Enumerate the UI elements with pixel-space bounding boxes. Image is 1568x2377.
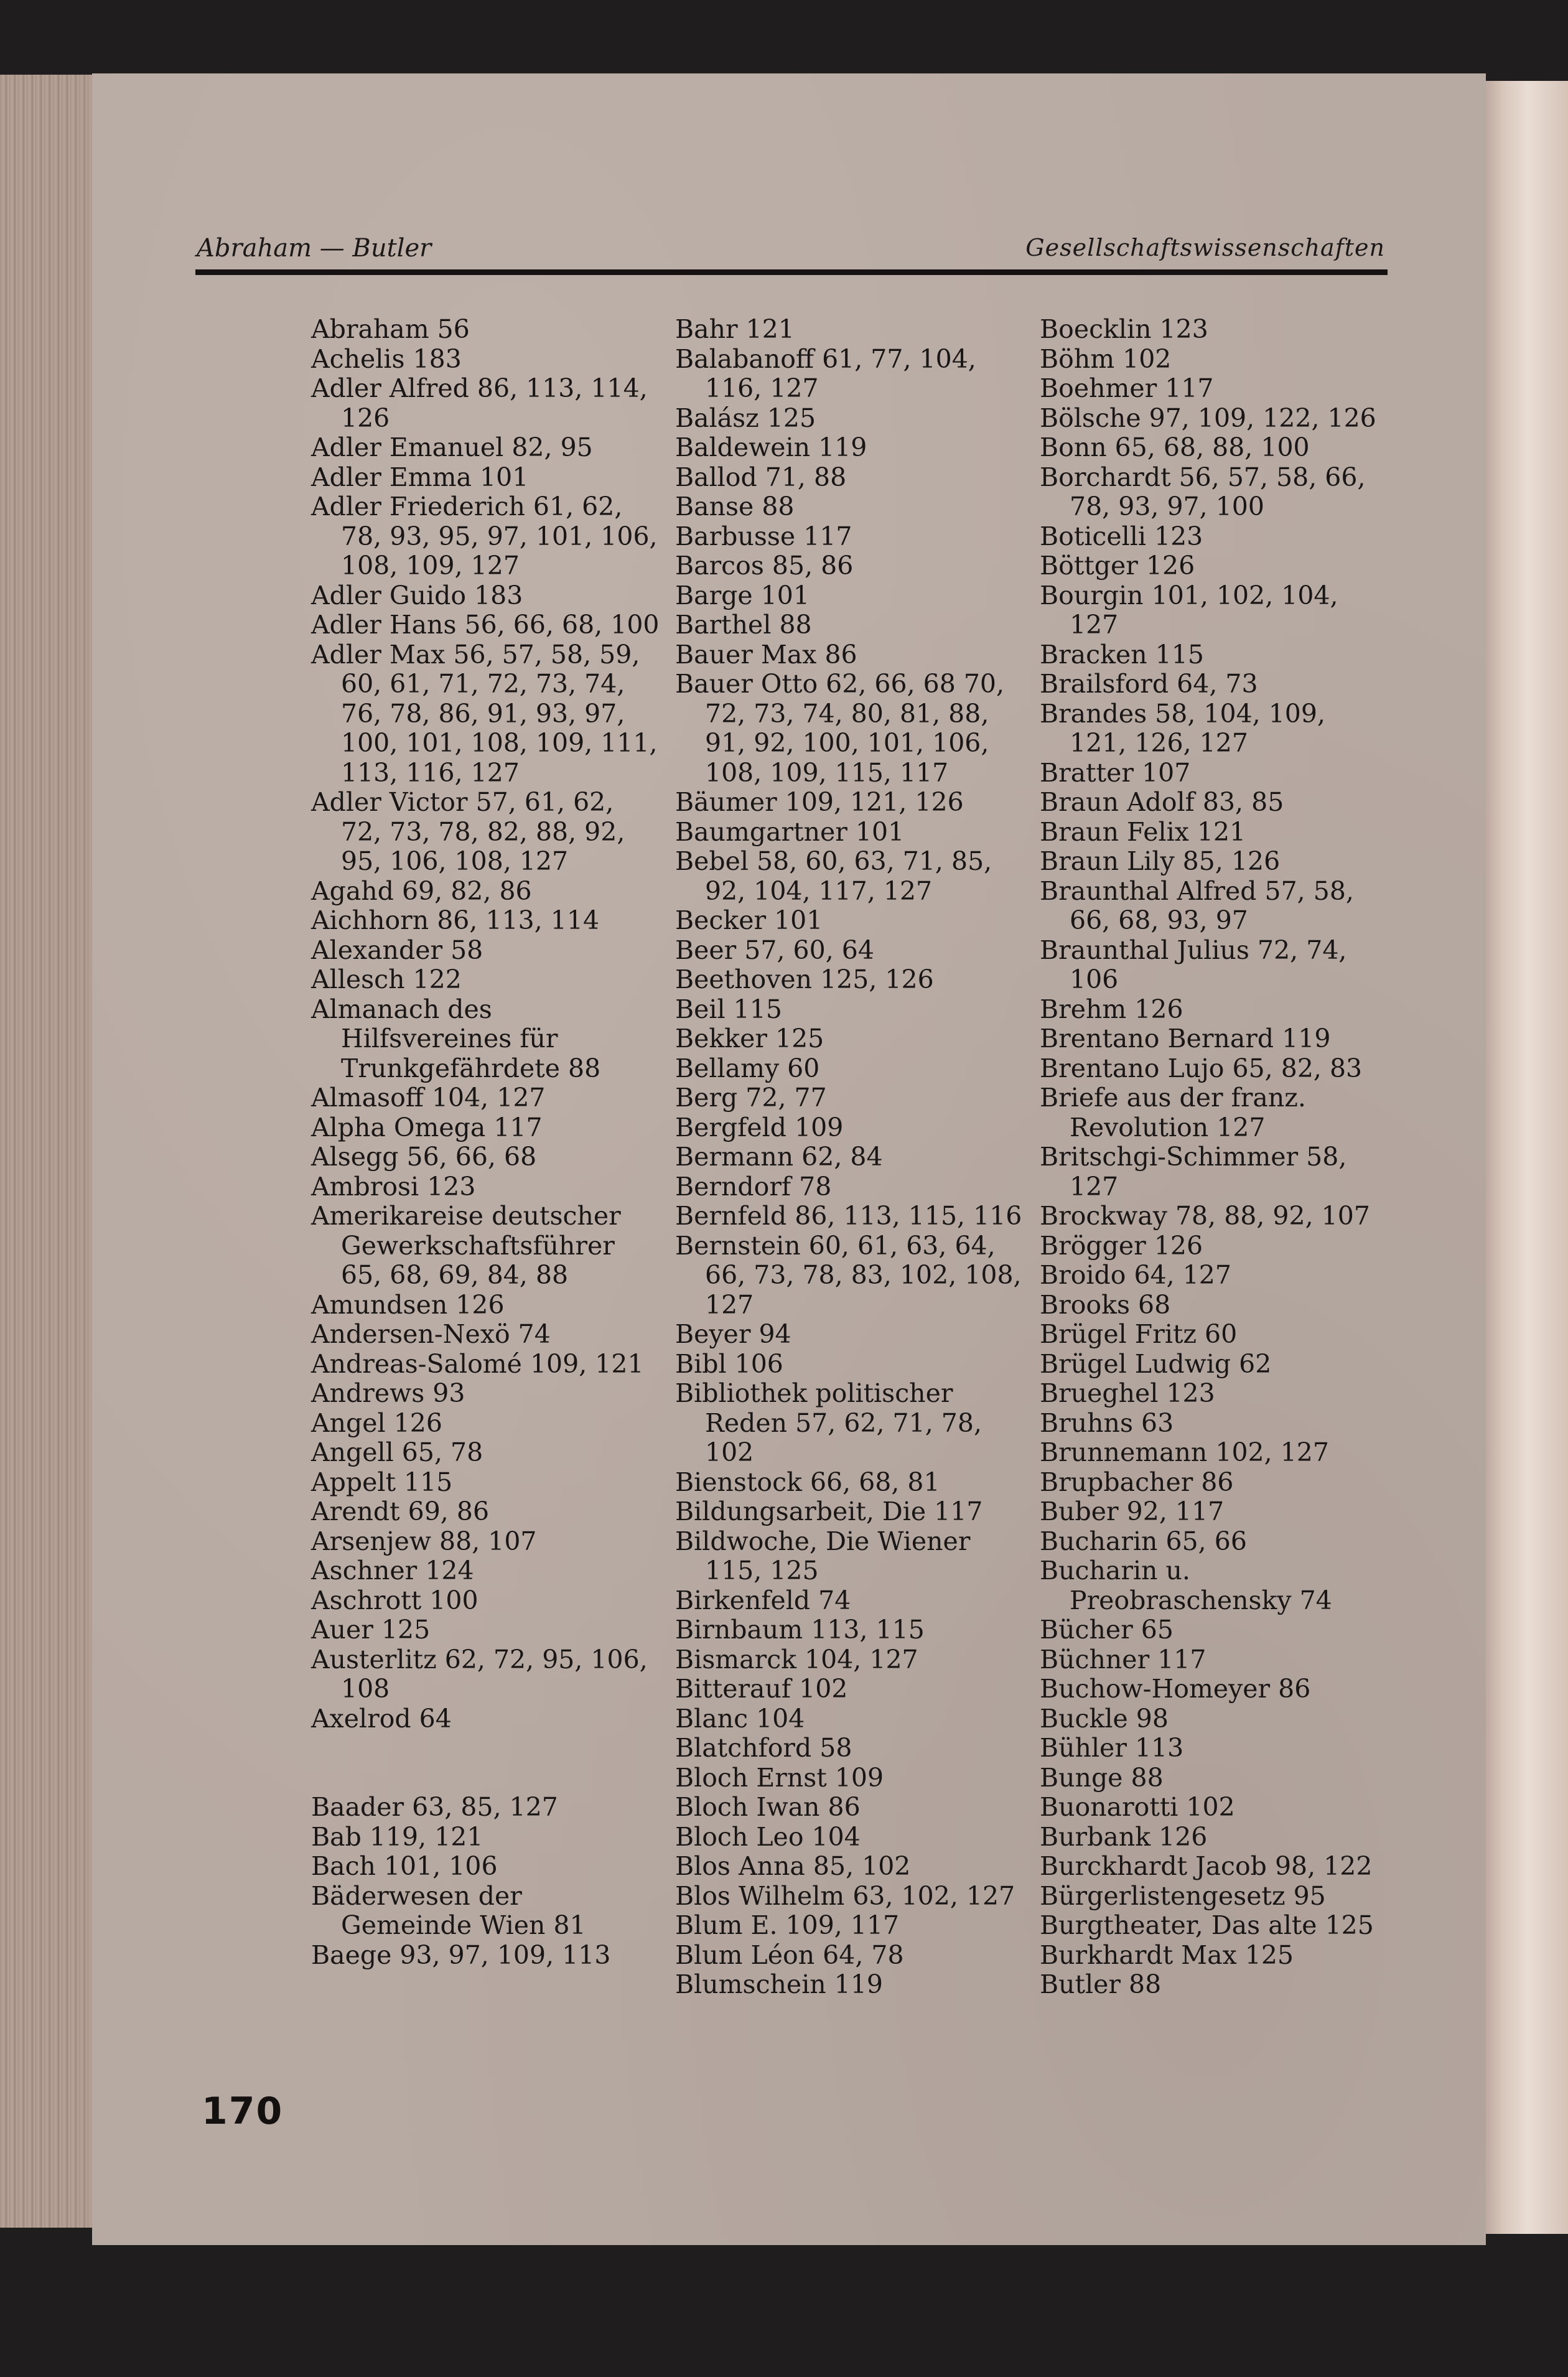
index-entry: Berndorf 78 (675, 1171, 832, 1202)
index-entry: Alpha Omega 117 (311, 1112, 543, 1142)
index-entry: Ambrosi 123 (311, 1171, 476, 1202)
running-head-left: Abraham — Butler (197, 234, 432, 263)
index-entry: Appelt 115 (311, 1467, 453, 1497)
index-entry: Britschgi-Schimmer 58, 127 (1040, 1142, 1347, 1202)
index-entry: Blos Wilhelm 63, 102, 127 (675, 1880, 1015, 1911)
index-entry: Braun Lily 85, 126 (1040, 846, 1281, 876)
index-entry: Almanach des Hilfsvereines für Trunkgefährdete 88 (311, 994, 601, 1083)
index-entry: Burckhardt Jacob 98, 122 (1040, 1851, 1373, 1881)
index-entry: Bloch Ernst 109 (675, 1762, 884, 1793)
index-entry: Angel 126 (311, 1408, 442, 1438)
index-entry: Brupbacher 86 (1040, 1467, 1234, 1497)
index-entry: Arsenjew 88, 107 (311, 1526, 537, 1556)
index-entry: Broido 64, 127 (1040, 1260, 1231, 1290)
index-entry: Bildwoche, Die Wiener 115, 125 (675, 1526, 971, 1585)
index-entry: Bernfeld 86, 113, 115, 116 (675, 1201, 1022, 1231)
index-entry: Bourgin 101, 102, 104, 127 (1040, 580, 1338, 640)
index-entry: Bergfeld 109 (675, 1112, 844, 1142)
index-entry: Boehmer 117 (1040, 373, 1214, 403)
index-entry: Baldewein 119 (675, 432, 867, 462)
index-entry: Adler Alfred 86, 113, 114, 126 (311, 373, 648, 433)
index-entry: Birnbaum 113, 115 (675, 1615, 925, 1645)
index-entry: Beil 115 (675, 994, 782, 1024)
index-entry: Axelrod 64 (311, 1703, 452, 1734)
index-entry: Burbank 126 (1040, 1821, 1208, 1852)
index-entry: Braun Adolf 83, 85 (1040, 787, 1284, 817)
index-entry: Braun Felix 121 (1040, 816, 1246, 847)
index-entry: Bühler 113 (1040, 1733, 1184, 1763)
index-entry: Bratter 107 (1040, 757, 1191, 788)
index-entry: Bebel 58, 60, 63, 71, 85, 92, 104, 117, 127 (675, 846, 992, 906)
index-entry: Bellamy 60 (675, 1053, 820, 1083)
index-entry: Bölsche 97, 109, 122, 126 (1040, 403, 1376, 433)
index-entry: Bibliothek politischer Reden 57, 62, 71, 78, 102 (675, 1378, 982, 1467)
index-entry: Blum E. 109, 117 (675, 1910, 900, 1940)
index-entry: Bloch Leo 104 (675, 1821, 861, 1852)
index-entry: Blanc 104 (675, 1703, 805, 1734)
index-entry: Brentano Lujo 65, 82, 83 (1040, 1053, 1363, 1083)
running-head-right: Gesellschaftswissenschaften (1025, 234, 1385, 261)
index-entry: Bucharin 65, 66 (1040, 1526, 1247, 1556)
index-entry: Borchardt 56, 57, 58, 66, 78, 93, 97, 100 (1040, 462, 1366, 521)
index-entry: Braunthal Julius 72, 74, 106 (1040, 935, 1347, 994)
index-entry: Briefe aus der franz. Revolution 127 (1040, 1083, 1306, 1142)
index-entry: Bernstein 60, 61, 63, 64, 66, 73, 78, 83, 102, 108, 127 (675, 1230, 1022, 1320)
index-entry: Andreas-Salomé 109, 121 (311, 1348, 644, 1379)
letter-gap (311, 1734, 660, 1793)
index-entry: Adler Victor 57, 61, 62, 72, 73, 78, 82, 88, 92, 95, 106, 108, 127 (311, 787, 625, 876)
index-entry: Bunge 88 (1040, 1762, 1164, 1793)
index-entry: Brueghel 123 (1040, 1378, 1215, 1408)
index-entry: Bienstock 66, 68, 81 (675, 1467, 940, 1497)
index-entry: Bonn 65, 68, 88, 100 (1040, 432, 1310, 462)
index-entry: Angell 65, 78 (311, 1437, 483, 1467)
index-entry: Böttger 126 (1040, 551, 1195, 581)
index-entry: Bucharin u. Preobraschensky 74 (1040, 1556, 1332, 1615)
index-entry: Alexander 58 (311, 935, 483, 965)
index-column-3 (1040, 315, 1388, 2000)
index-entry: Almasoff 104, 127 (311, 1083, 546, 1113)
index-entry: Adler Friederich 61, 62, 78, 93, 95, 97, 101, 106, 108, 109, 127 (311, 492, 658, 581)
index-entry: Andrews 93 (311, 1378, 465, 1408)
book-page (92, 73, 1486, 2245)
index-entry: Allesch 122 (311, 964, 462, 994)
index-entry: Amundsen 126 (311, 1289, 505, 1320)
index-entry: Achelis 183 (311, 343, 462, 374)
index-entry: Brentano Bernard 119 (1040, 1024, 1331, 1053)
index-entry: Bahr 121 (675, 314, 795, 344)
index-entry: Brögger 126 (1040, 1230, 1203, 1261)
index-entry: Aschrott 100 (311, 1585, 478, 1615)
index-entry: Balabanoff 61, 77, 104, 116, 127 (675, 343, 976, 403)
index-entry: Brügel Fritz 60 (1040, 1319, 1238, 1349)
index-entry: Boticelli 123 (1040, 521, 1203, 551)
index-entry: Buckle 98 (1040, 1703, 1169, 1734)
index-entry: Brailsford 64, 73 (1040, 669, 1258, 699)
index-entry: Brehm 126 (1040, 994, 1183, 1024)
index-entry: Baader 63, 85, 127 (311, 1792, 558, 1822)
book-page-edges-left (0, 75, 92, 2228)
running-head (197, 234, 1385, 271)
header-rule (195, 269, 1388, 275)
index-entry: Brandes 58, 104, 109, 121, 126, 127 (1040, 698, 1326, 758)
index-entry: Abraham 56 (311, 314, 470, 344)
index-entry: Burkhardt Max 125 (1040, 1940, 1294, 1970)
index-entry: Adler Emma 101 (311, 462, 529, 492)
index-entry: Buber 92, 117 (1040, 1497, 1225, 1526)
index-column-1 (311, 315, 660, 1970)
index-entry: Amerikareise deutscher Gewerkschaftsführer 65, 68, 69, 84, 88 (311, 1201, 621, 1290)
index-entry: Braunthal Alfred 57, 58, 66, 68, 93, 97 (1040, 876, 1354, 935)
index-entry: Berg 72, 77 (675, 1083, 827, 1113)
index-entry: Beyer 94 (675, 1319, 791, 1349)
index-entry: Barcos 85, 86 (675, 551, 854, 581)
index-entry: Adler Max 56, 57, 58, 59, 60, 61, 71, 72, 73, 74, 76, 78, 86, 91, 93, 97, 100, 101, 108, 109, 111, 113, 116, 127 (311, 639, 658, 788)
index-entry: Brockway 78, 88, 92, 107 (1040, 1201, 1370, 1231)
index-entry: Bach 101, 106 (311, 1851, 498, 1881)
index-entry: Bauer Max 86 (675, 639, 857, 670)
index-entry: Bab 119, 121 (311, 1821, 483, 1852)
index-entry: Baumgartner 101 (675, 816, 905, 847)
index-entry: Bauer Otto 62, 66, 68 70, 72, 73, 74, 80, 81, 88, 91, 92, 100, 101, 106, 108, 109, 115, 117 (675, 669, 1005, 788)
page-number: 170 (202, 2090, 284, 2133)
index-entry: Butler 88 (1040, 1969, 1162, 1999)
index-entry: Andersen-Nexö 74 (311, 1319, 551, 1349)
index-entry: Bäumer 109, 121, 126 (675, 787, 964, 817)
index-entry: Barge 101 (675, 580, 810, 610)
index-entry: Birkenfeld 74 (675, 1585, 851, 1615)
index-entry: Baege 93, 97, 109, 113 (311, 1940, 611, 1970)
index-entry: Adler Hans 56, 66, 68, 100 (311, 610, 660, 640)
index-entry: Böhm 102 (1040, 343, 1172, 374)
index-column-2 (675, 315, 1024, 2000)
index-entry: Aichhorn 86, 113, 114 (311, 905, 600, 935)
index-entry: Barbusse 117 (675, 521, 852, 551)
index-entry: Ballod 71, 88 (675, 462, 847, 492)
index-entry: Brooks 68 (1040, 1289, 1171, 1320)
index-entry: Agahd 69, 82, 86 (311, 876, 532, 906)
index-entry: Balász 125 (675, 403, 816, 433)
index-entry: Burgtheater, Das alte 125 (1040, 1910, 1374, 1940)
index-entry: Adler Emanuel 82, 95 (311, 432, 593, 462)
index-entry: Austerlitz 62, 72, 95, 106, 108 (311, 1644, 648, 1704)
index-entry: Adler Guido 183 (311, 580, 523, 610)
index-entry: Blatchford 58 (675, 1733, 852, 1763)
index-entry: Bruhns 63 (1040, 1408, 1174, 1438)
index-entry: Boecklin 123 (1040, 314, 1208, 344)
index-entry: Brunnemann 102, 127 (1040, 1437, 1329, 1467)
index-entry: Bekker 125 (675, 1024, 824, 1053)
index-entry: Aschner 124 (311, 1556, 474, 1585)
book-page-edges-right (1478, 81, 1568, 2234)
index-entry: Bismarck 104, 127 (675, 1644, 918, 1674)
index-entry: Becker 101 (675, 905, 823, 935)
index-entry: Bracken 115 (1040, 639, 1204, 670)
index-entry: Beethoven 125, 126 (675, 964, 934, 994)
index-entry: Blumschein 119 (675, 1969, 884, 1999)
index-entry: Blum Léon 64, 78 (675, 1940, 904, 1970)
index-entry: Büchner 117 (1040, 1644, 1206, 1674)
index-entry: Banse 88 (675, 492, 795, 521)
index-entry: Buchow-Homeyer 86 (1040, 1674, 1311, 1704)
index-entry: Buonarotti 102 (1040, 1792, 1235, 1822)
index-entry: Auer 125 (311, 1615, 431, 1645)
index-entry: Bibl 106 (675, 1348, 783, 1379)
index-entry: Bermann 62, 84 (675, 1142, 883, 1172)
index-entry: Bürgerlistengesetz 95 (1040, 1880, 1326, 1911)
index-entry: Alsegg 56, 66, 68 (311, 1142, 537, 1172)
index-entry: Blos Anna 85, 102 (675, 1851, 911, 1881)
index-entry: Bildungsarbeit, Die 117 (675, 1497, 983, 1526)
index-entry: Brügel Ludwig 62 (1040, 1348, 1272, 1379)
index-entry: Bäderwesen der Gemeinde Wien 81 (311, 1880, 586, 1940)
index-entry: Bitterauf 102 (675, 1674, 848, 1704)
index-entry: Bücher 65 (1040, 1615, 1174, 1645)
index-entry: Arendt 69, 86 (311, 1497, 490, 1526)
index-entry: Bloch Iwan 86 (675, 1792, 861, 1822)
index-entry: Beer 57, 60, 64 (675, 935, 874, 965)
index-entry: Barthel 88 (675, 610, 812, 640)
